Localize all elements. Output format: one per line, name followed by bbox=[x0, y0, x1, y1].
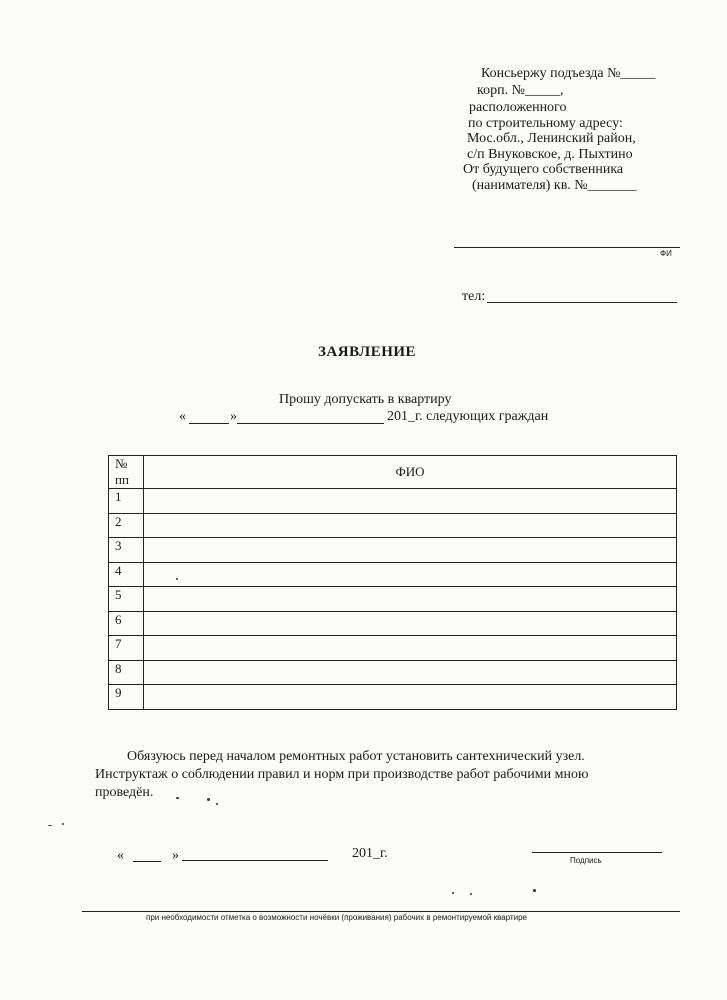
row-name-cell[interactable] bbox=[144, 611, 677, 636]
scan-speck bbox=[216, 803, 218, 805]
table-row bbox=[109, 611, 677, 636]
footnote-rule bbox=[82, 911, 680, 912]
date-open-quote: « bbox=[179, 409, 186, 424]
row-number: 5 bbox=[109, 587, 144, 612]
sign-month-underline bbox=[182, 860, 328, 861]
persons-table bbox=[108, 455, 677, 710]
table-row bbox=[109, 685, 677, 710]
addr-line-4: по строительному адресу: bbox=[468, 116, 623, 131]
row-number: 3 bbox=[109, 538, 144, 563]
row-name-cell[interactable] bbox=[144, 587, 677, 612]
row-name-cell[interactable] bbox=[144, 489, 677, 514]
table-row bbox=[109, 660, 677, 685]
row-number: 4 bbox=[109, 562, 144, 587]
scan-speck bbox=[452, 892, 454, 894]
date-month-underline bbox=[237, 423, 384, 424]
request-line-2: 201_г. следующих граждан bbox=[387, 409, 549, 424]
row-name-cell[interactable] bbox=[144, 636, 677, 661]
addr-line-1: Консьержу подъезда №_____ bbox=[481, 66, 656, 81]
fio-underline bbox=[454, 247, 680, 248]
row-name-cell[interactable] bbox=[144, 685, 677, 710]
scan-speck bbox=[176, 578, 178, 580]
num-header-cell bbox=[109, 456, 144, 489]
table-row bbox=[109, 489, 677, 514]
row-name-cell[interactable] bbox=[144, 513, 677, 538]
sign-year: 201_г. bbox=[352, 846, 388, 861]
scan-speck bbox=[62, 823, 64, 825]
row-number: 8 bbox=[109, 660, 144, 685]
row-number: 9 bbox=[109, 685, 144, 710]
row-number: 7 bbox=[109, 636, 144, 661]
addr-line-8: (нанимателя) кв. №_______ bbox=[472, 178, 637, 193]
table-row bbox=[109, 538, 677, 563]
addr-line-6: с/п Внуковское, д. Пыхтино bbox=[467, 147, 633, 162]
commitment-line-2: Инструктаж о соблюдении правил и норм при производстве работ рабочими мною bbox=[95, 767, 589, 782]
sign-date-open-quote: « bbox=[117, 848, 124, 863]
table-header-row bbox=[109, 456, 677, 489]
tel-label: тел: bbox=[462, 289, 486, 304]
scan-speck bbox=[207, 798, 210, 801]
date-close-quote: » bbox=[230, 409, 237, 424]
table-row bbox=[109, 562, 677, 587]
row-number: 2 bbox=[109, 513, 144, 538]
row-number: 1 bbox=[109, 489, 144, 514]
table-row bbox=[109, 587, 677, 612]
request-line-1: Прошу допускать в квартиру bbox=[279, 392, 452, 407]
commitment-paragraph bbox=[95, 748, 655, 802]
scan-speck bbox=[533, 889, 536, 892]
scan-speck bbox=[176, 797, 179, 799]
table-row bbox=[109, 636, 677, 661]
date-day-underline bbox=[189, 423, 229, 424]
signature-underline bbox=[532, 852, 662, 853]
document-title: ЗАЯВЛЕНИЕ bbox=[318, 344, 417, 360]
addr-line-5: Мос.обл., Ленинский район, bbox=[467, 131, 636, 146]
num-header-abbr: пп bbox=[115, 472, 129, 487]
addr-line-7: От будущего собственника bbox=[463, 162, 624, 177]
sign-day-underline bbox=[133, 861, 161, 862]
row-name-cell[interactable] bbox=[144, 562, 677, 587]
name-header-cell: ФИО bbox=[144, 456, 677, 489]
row-name-cell[interactable] bbox=[144, 660, 677, 685]
row-name-cell[interactable] bbox=[144, 538, 677, 563]
sign-date-close-quote: » bbox=[172, 848, 179, 863]
commitment-line-3: проведён. bbox=[95, 785, 154, 800]
tel-underline bbox=[487, 302, 677, 303]
fio-label: ФИ bbox=[660, 249, 672, 258]
addr-line-3: расположенного bbox=[469, 100, 567, 115]
row-number: 6 bbox=[109, 611, 144, 636]
scan-speck bbox=[48, 825, 52, 826]
footnote-text: при необходимости отметка о возможности ночёвки (проживания) рабочих в ремонтируемой квартире bbox=[146, 913, 528, 922]
addr-line-2: корп. №_____, bbox=[477, 83, 564, 98]
scan-speck bbox=[470, 893, 472, 895]
num-header-sign: № bbox=[115, 456, 128, 471]
signature-label: Подпись bbox=[570, 856, 602, 865]
table-row bbox=[109, 513, 677, 538]
commitment-line-1: Обязуюсь перед началом ремонтных работ установить сантехнический узел. bbox=[127, 749, 585, 764]
